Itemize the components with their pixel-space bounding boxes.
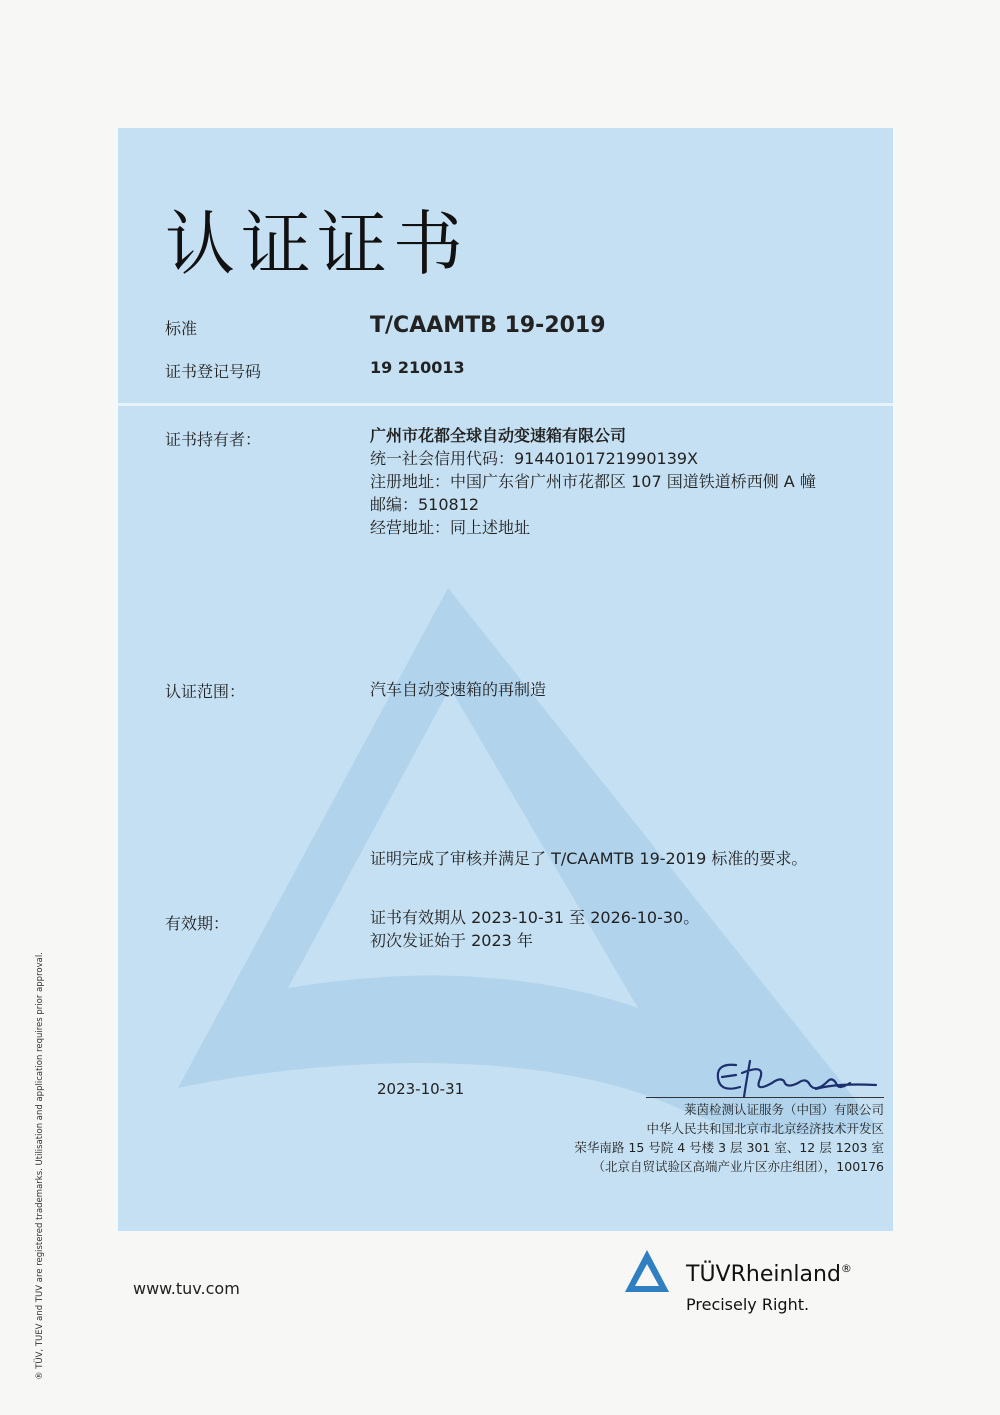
standard-label: 标准 [165,319,198,338]
scope-value: 汽车自动变速箱的再制造 [370,680,547,699]
issuer-address-2: 荣华南路 15 号院 4 号楼 3 层 301 室、12 层 1203 室 [574,1140,884,1155]
holder-postcode: 邮编：510812 [370,495,480,514]
holder-credit-code: 统一社会信用代码：91440101721990139X [370,449,699,468]
issue-date: 2023-10-31 [377,1080,465,1098]
holder-block [370,424,816,539]
brand-name [686,1262,852,1287]
holder-registered-address: 注册地址：中国广东省广州市花都区 107 国道铁道桥西侧 A 幢 [370,472,816,491]
certificate-title: 认证证书 [165,203,469,285]
scope-label: 认证范围： [165,682,246,701]
registration-number: 19 210013 [370,358,465,377]
section-divider [118,403,893,406]
holder-business-address: 经营地址：同上述地址 [370,518,531,537]
validity-label: 有效期： [165,914,230,933]
issuer-name: 莱茵检测认证服务（中国）有限公司 [683,1102,884,1117]
signature [706,1043,886,1103]
registered-mark: ® [840,1262,852,1275]
issuer-address-1: 中华人民共和国北京市北京经济技术开发区 [646,1121,884,1136]
first-issue: 初次发证始于 2023 年 [370,931,533,950]
compliance-statement: 证明完成了审核并满足了 T/CAAMTB 19-2019 标准的要求。 [370,849,808,868]
validity-block [370,906,699,952]
brand-name-text: TÜVRheinland [686,1262,841,1287]
standard-value: T/CAAMTB 19-2019 [370,313,606,338]
registration-label: 证书登记号码 [165,362,262,381]
validity-period: 证书有效期从 2023-10-31 至 2026-10-30。 [370,908,700,927]
tuv-logo-icon [622,1248,672,1296]
issuer-address-3: （北京自贸试验区高端产业片区亦庄组团），100176 [592,1159,884,1174]
trademark-notice: ® TÜV, TUEV and TUV are registered trademarks. Utilisation and application requires prior approval. [35,952,45,1380]
signature-line [646,1097,884,1098]
issuer-block [574,1100,884,1176]
brand-tagline: Precisely Right. [686,1295,810,1314]
holder-name: 广州市花都全球自动变速箱有限公司 [370,426,627,445]
holder-label: 证书持有者： [165,430,262,449]
website-link[interactable]: www.tuv.com [133,1279,240,1298]
